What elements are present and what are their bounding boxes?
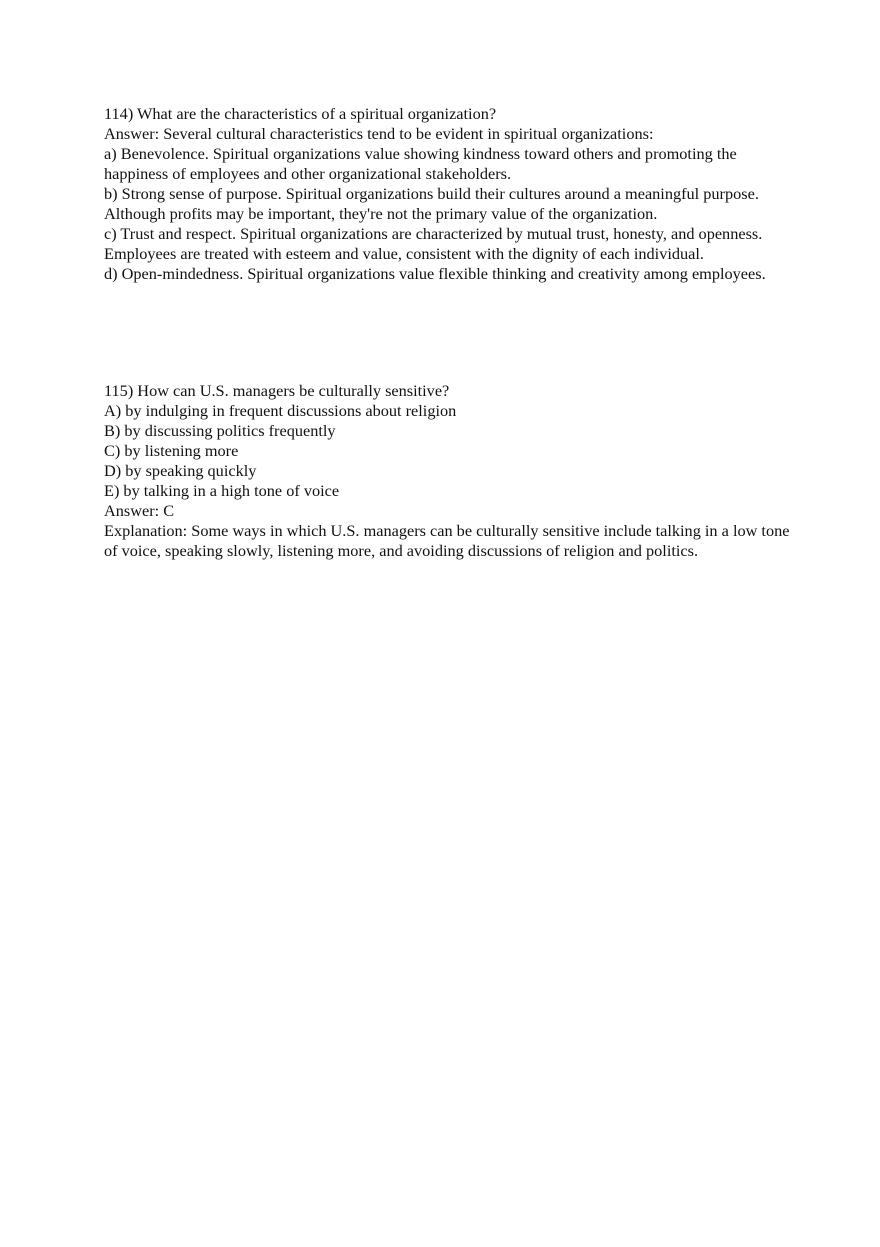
answer-point: c) Trust and respect. Spiritual organizations are characterized by mutual trust, honesty, and openness. Employees are treated with esteem and value, consistent with the dignity of each individual. [104, 224, 763, 263]
answer-point: a) Benevolence. Spiritual organizations value showing kindness toward others and promoting the happiness of employees and other organizational stakeholders. [104, 144, 737, 183]
question-text: 114) What are the characteristics of a spiritual organization? [104, 104, 497, 123]
option-b: B) by discussing politics frequently [104, 421, 336, 440]
option-e: E) by talking in a high tone of voice [104, 481, 340, 500]
question-text: 115) How can U.S. managers be culturally sensitive? [104, 381, 450, 400]
answer-text: Answer: Several cultural characteristics tend to be evident in spiritual organizations: [104, 124, 654, 143]
option-a: A) by indulging in frequent discussions about religion [104, 401, 457, 420]
question-115 [104, 381, 804, 561]
answer-text: Answer: C [104, 501, 175, 520]
option-c: C) by listening more [104, 441, 239, 460]
explanation-text: Explanation: Some ways in which U.S. managers can be culturally sensitive include talking in a low tone of voice, speaking slowly, listening more, and avoiding discussions of religion and politics. [104, 521, 790, 560]
question-114 [104, 104, 804, 284]
answer-point: d) Open-mindedness. Spiritual organizations value flexible thinking and creativity among employees. [104, 264, 766, 283]
answer-point: b) Strong sense of purpose. Spiritual organizations build their cultures around a meaningful purpose. Although profits may be important, they're not the primary value of the organization. [104, 184, 759, 223]
option-d: D) by speaking quickly [104, 461, 257, 480]
document-page [104, 104, 804, 561]
